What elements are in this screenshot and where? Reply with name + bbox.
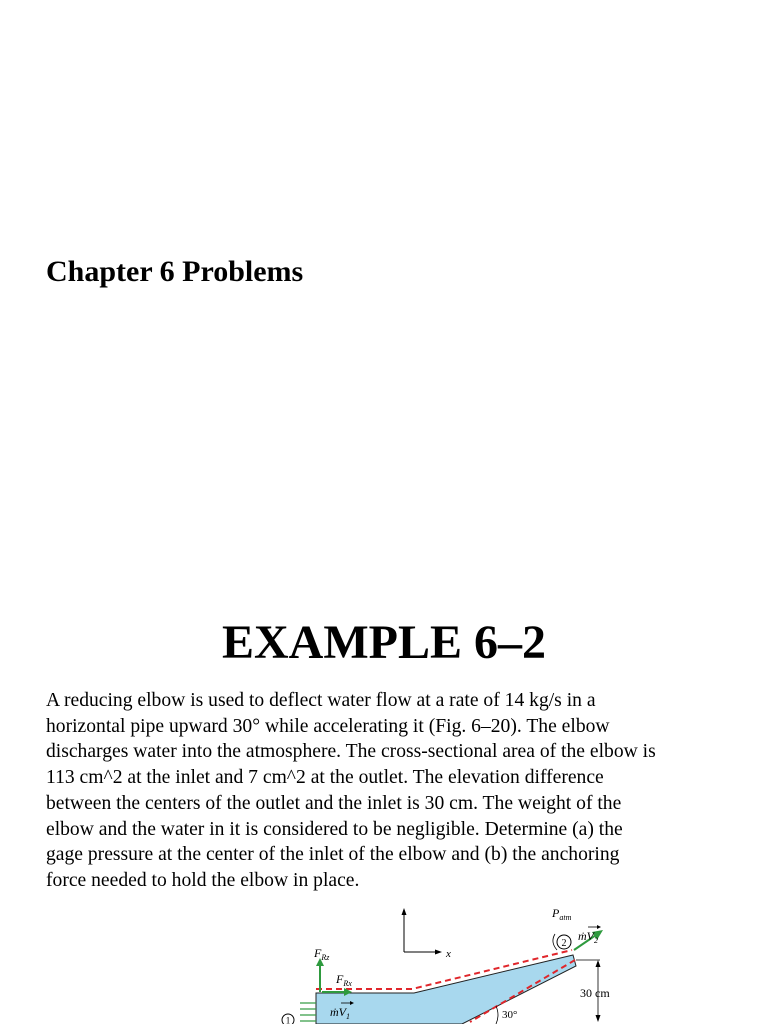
problem-line: gage pressure at the center of the inlet of the elbow and (b) the anchoring <box>46 844 620 866</box>
elbow-diagram <box>270 900 630 1024</box>
p-atm-label <box>551 906 572 922</box>
force-rx-subscript: Rx <box>343 979 352 988</box>
angle-label: 30° <box>502 1009 518 1021</box>
outlet-momentum-symbol: ṁV <box>578 929 594 943</box>
chapter-title: Chapter 6 Problems <box>46 255 304 288</box>
problem-line: A reducing elbow is used to deflect water flow at a rate of 14 kg/s in a <box>46 690 596 711</box>
inlet-momentum-symbol: ṁV <box>330 1005 346 1019</box>
height-dimension-label: 30 cm <box>580 986 610 1000</box>
angle-arc <box>496 1006 498 1024</box>
inlet-momentum-subscript: 1 <box>346 1012 350 1021</box>
problem-line: 113 cm^2 at the inlet and 7 cm^2 at the outlet. The elevation difference <box>46 767 604 789</box>
outlet-momentum-vector-head <box>597 925 601 929</box>
x-axis-arrowhead <box>435 950 442 955</box>
force-rx-symbol: F <box>336 972 344 986</box>
force-rx-label <box>335 972 352 988</box>
outlet-pressure-arc <box>553 934 557 950</box>
elbow-figure <box>270 900 630 1024</box>
problem-line: between the centers of the outlet and the inlet is 30 cm. The weight of the <box>46 792 622 814</box>
inlet-station-number: 1 <box>285 1015 291 1024</box>
problem-statement <box>46 688 736 894</box>
problem-line: force needed to hold the elbow in place. <box>46 869 360 891</box>
height-dimension-arrow-up <box>596 960 601 967</box>
force-rz-label <box>313 946 330 962</box>
outlet-momentum-label <box>578 929 598 945</box>
outlet-station-number: 2 <box>561 938 567 949</box>
height-dimension-arrow-down <box>596 1015 601 1022</box>
elbow-body <box>316 955 576 1024</box>
x-axis-label: x <box>446 948 451 960</box>
force-rz-subscript: Rz <box>321 953 330 962</box>
p-atm-symbol: P <box>552 906 560 920</box>
p-atm-subscript: atm <box>559 913 572 922</box>
problem-line: elbow and the water in it is considered to be negligible. Determine (a) the <box>46 818 623 840</box>
outlet-momentum-subscript: 2 <box>594 936 598 945</box>
problem-line: horizontal pipe upward 30° while accelerating it (Fig. 6–20). The elbow <box>46 715 610 737</box>
force-rz-symbol: F <box>314 946 322 960</box>
problem-line: discharges water into the atmosphere. The cross-sectional area of the elbow is <box>46 741 656 763</box>
example-title: EXAMPLE 6–2 <box>222 616 546 669</box>
z-axis-arrowhead <box>402 908 407 915</box>
